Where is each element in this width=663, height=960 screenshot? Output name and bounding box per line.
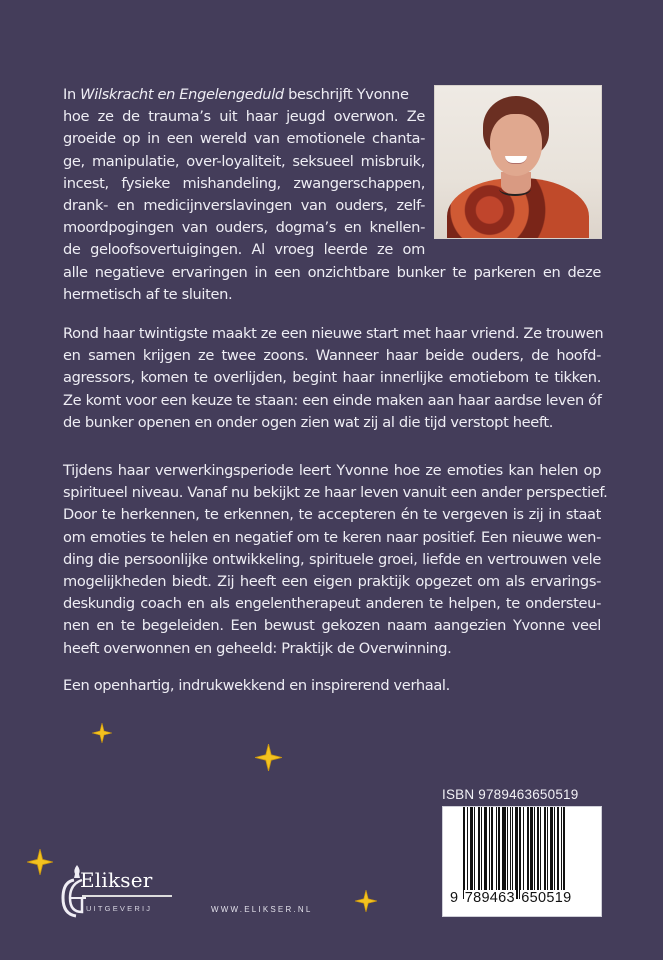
blurb-line: de geloofsovertuigingen. Al vroeg leerde ze om: [63, 241, 425, 259]
isbn-barcode: [442, 806, 602, 917]
text-segment: In: [63, 86, 81, 103]
blurb-line: incest, fysieke mishandeling, zwangerschappen,: [63, 174, 425, 192]
star-icon: [355, 890, 377, 912]
blurb-line: Rond haar twintigste maakt ze een nieuwe start met haar vriend. Ze trouwen: [63, 325, 604, 342]
publisher-subtitle: UITGEVERIJ: [86, 904, 153, 913]
blurb-line: en samen krijgen ze twee zoons. Wanneer haar beide ouders, de hoofd-: [63, 347, 601, 365]
blurb-line: deskundig coach en als engelentherapeut anderen te helpen, te ondersteu-: [63, 595, 601, 613]
publisher-website: WWW.ELIKSER.NL: [211, 905, 313, 914]
blurb-line: mogelijkheden biedt. Zij heeft een eigen praktijk opgezet om als ervarings-: [63, 573, 601, 591]
blurb-paragraph-3: [63, 460, 608, 660]
blurb-line: hermetisch af te sluiten.: [63, 285, 233, 303]
blurb-paragraph-2: [63, 323, 604, 434]
blurb-line: agressors, komen te overlijden, begint haar innerlijke emotiebom te tikken.: [63, 369, 601, 387]
publisher-name: Elikser: [80, 868, 153, 892]
barcode-digit-group-1: 789463: [464, 890, 515, 906]
blurb-line: [63, 84, 425, 106]
blurb-line: Door te herkennen, te erkennen, te accepteren én te vergeven is zij in staat: [63, 506, 601, 524]
blurb-line: hoe ze de trauma’s uit haar jeugd overwon. Ze: [63, 108, 425, 126]
blurb-line: ge, manipulatie, over-loyaliteit, seksueel misbruik,: [63, 152, 425, 170]
barcode-digits: [449, 890, 595, 906]
barcode-bars: [463, 807, 589, 899]
isbn-label: ISBN 9789463650519: [442, 787, 579, 802]
barcode-digit-prefix: 9: [450, 890, 459, 906]
blurb-line: spiritueel niveau. Vanaf nu bekijkt ze haar leven vanuit een ander perspectief.: [63, 484, 608, 502]
author-photo: [434, 85, 602, 239]
star-icon: [92, 723, 112, 743]
blurb-line: heeft overwonnen en geheeld: Praktijk de Overwinning.: [63, 639, 452, 657]
logo-divider: [82, 895, 172, 897]
book-title: Wilskracht en Engelengeduld: [80, 86, 284, 103]
star-icon: [27, 849, 53, 875]
blurb-line: moordpogingen van ouders, dogma’s en knellen-: [63, 219, 425, 237]
blurb-line: Ze komt voor een keuze te staan: een einde maken aan haar aardse leven óf: [63, 391, 602, 409]
blurb-line: de bunker openen en onder ogen zien wat zij al die tijd verstopt heeft.: [63, 413, 554, 431]
blurb-line: Tijdens haar verwerkingsperiode leert Yvonne hoe ze emoties kan helen op: [63, 462, 601, 479]
blurb-line: groeide op in een wereld van emotionele chanta-: [63, 130, 425, 148]
blurb-tagline: Een openhartig, indrukwekkend en inspirerend verhaal.: [63, 677, 450, 694]
blurb-line-text: [63, 84, 409, 106]
blurb-line: om emoties te helen en negatief om te keren naar positief. Een nieuwe wen-: [63, 528, 601, 546]
photo-necklace: [499, 182, 531, 196]
blurb-line: nen en te begeleiden. Een bewust gekozen naam aangezien Yvonne veel: [63, 617, 601, 635]
blurb-line: alle negatieve ervaringen in een onzichtbare bunker te parkeren en deze: [63, 263, 601, 281]
blurb-line: ding die persoonlijke ontwikkeling, spirituele groei, liefde en vertrouwen vele: [63, 550, 601, 568]
star-icon: [255, 744, 282, 771]
barcode-digit-group-2: 650519: [521, 890, 572, 906]
text-segment: beschrijft Yvonne: [283, 86, 409, 103]
blurb-line: drank- en medicijnverslavingen van ouders, zelf-: [63, 197, 425, 215]
photo-face: [490, 114, 542, 176]
blurb-paragraph-4: [63, 675, 601, 697]
